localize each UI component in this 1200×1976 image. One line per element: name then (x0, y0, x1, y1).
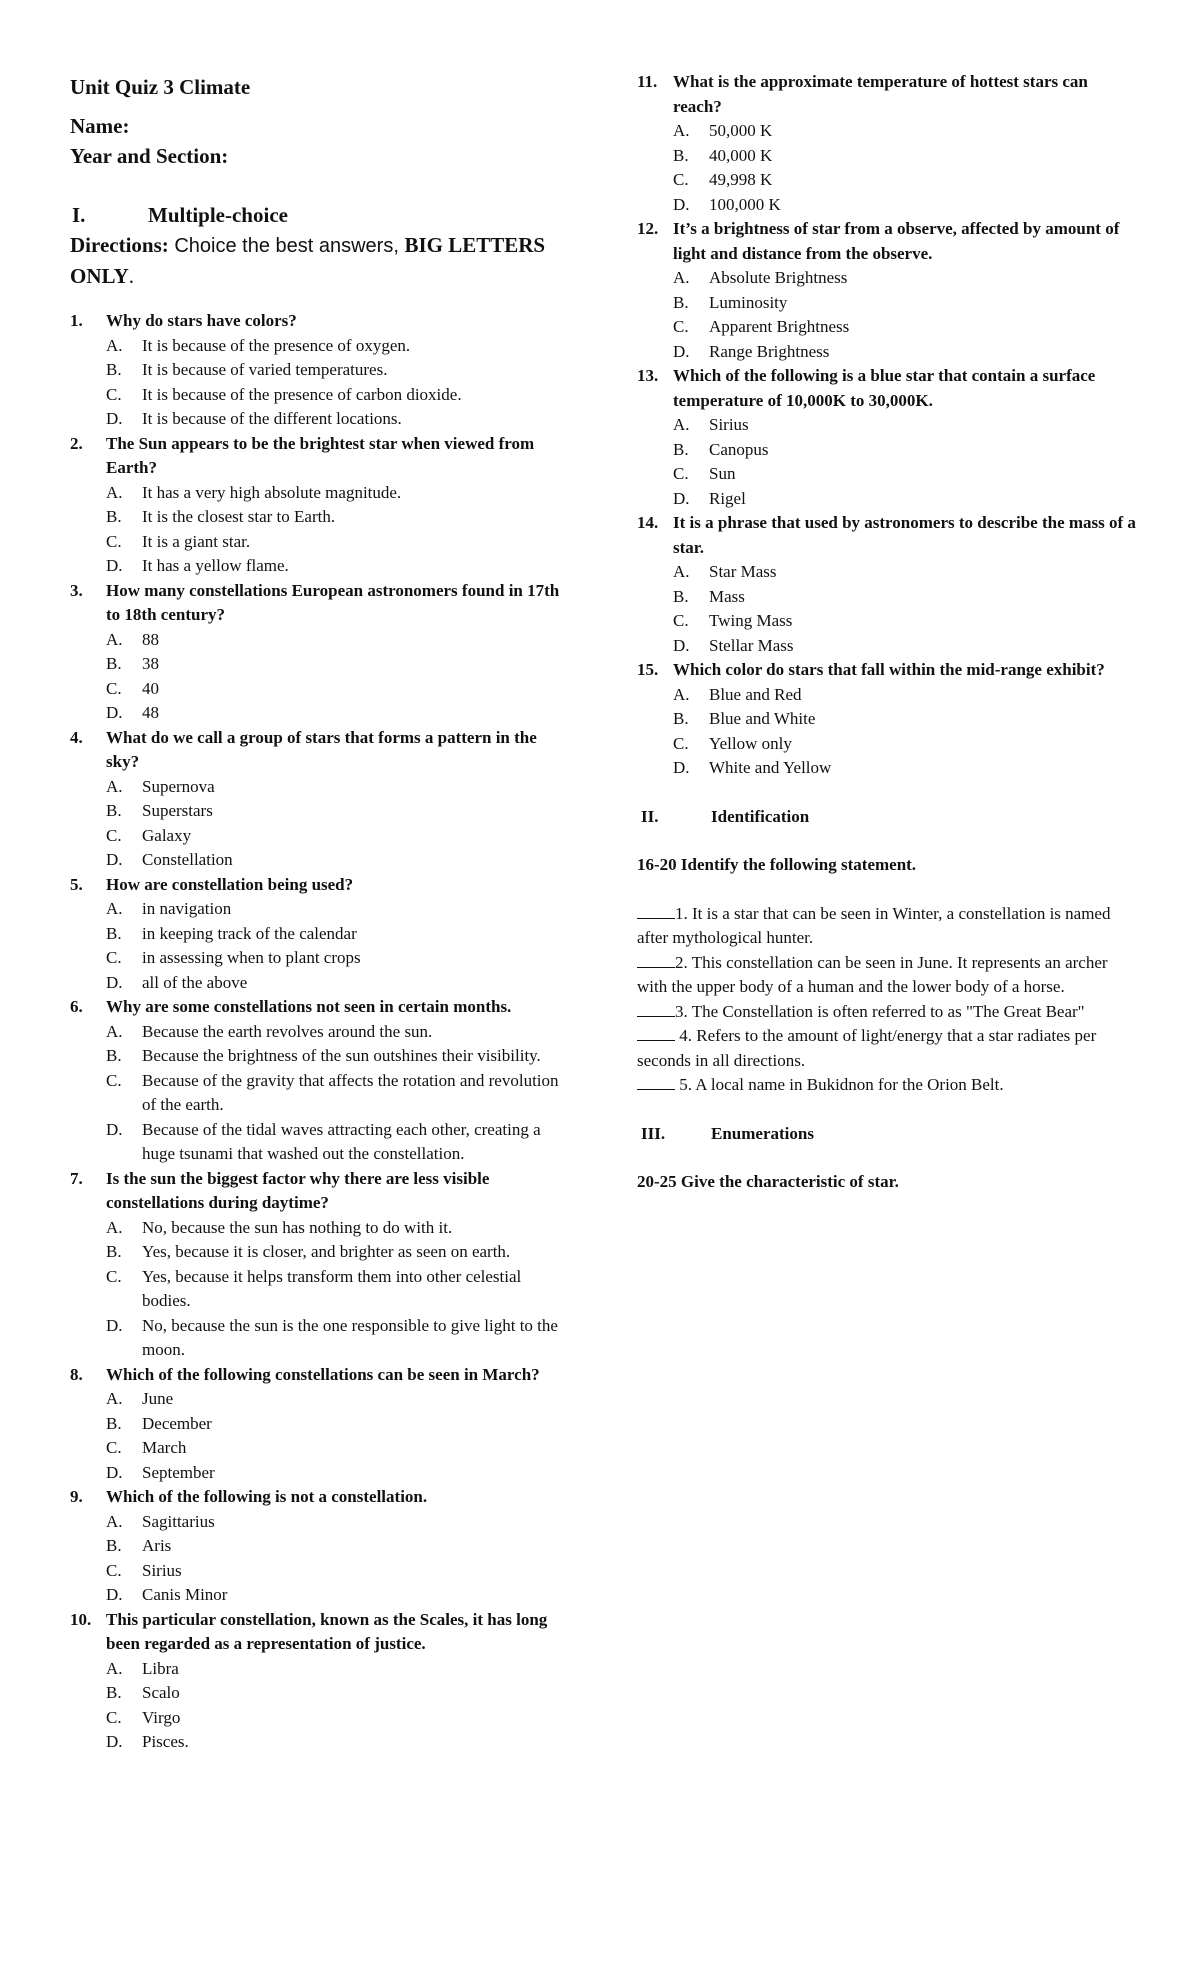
directions-text: Choice the best answers, (168, 235, 405, 257)
question-number: 12. (637, 219, 659, 238)
option-text: White and Yellow (709, 758, 832, 777)
option-letter: D. (106, 1732, 123, 1751)
identification-item (637, 902, 1137, 951)
answer-option (70, 1583, 570, 1608)
question-row (70, 1167, 570, 1216)
answer-option (70, 1706, 570, 1731)
identification-text: 4. Refers to the amount of light/energy that a star radiates per seconds in all directions. (637, 1026, 1097, 1070)
option-text: March (142, 1438, 187, 1457)
identification-list (637, 902, 1137, 1098)
answer-option (637, 193, 1137, 218)
question-text: Is the sun the biggest factor why there are less visible constellations during daytime? (106, 1168, 490, 1212)
question-row (70, 995, 570, 1020)
option-letter: D. (673, 758, 690, 777)
answer-option (70, 1657, 570, 1682)
answer-option (70, 1044, 570, 1069)
option-letter: C. (106, 825, 122, 845)
option-text: Sirius (142, 1560, 182, 1580)
section-3-instruction: 20-25 Give the characteristic of star. (637, 1172, 899, 1191)
quiz-title: Unit Quiz 3 Climate (70, 75, 251, 99)
option-letter: D. (106, 972, 123, 992)
question-number: 9. (70, 1487, 83, 1506)
question-text: This particular constellation, known as the Scales, it has long been regarded as a representation of justice. (106, 1609, 548, 1653)
option-text: Superstars (142, 801, 213, 820)
option-letter: D. (106, 703, 123, 722)
option-text: Yes, because it helps transform them into other celestial bodies. (142, 1266, 522, 1310)
identification-text: 3. The Constellation is often referred to as "The Great Bear" (675, 1001, 1085, 1021)
option-letter: D. (106, 556, 123, 575)
question-item (637, 658, 1137, 781)
question-text: It is a phrase that used by astronomers to describe the mass of a star. (673, 513, 1136, 557)
option-letter: A. (106, 1389, 123, 1408)
option-text: Mass (709, 586, 745, 606)
answer-option (70, 628, 570, 653)
option-text: Constellation (142, 850, 233, 869)
option-letter: D. (673, 635, 690, 655)
answer-option (70, 1436, 570, 1461)
answer-option (70, 407, 570, 432)
answer-option (70, 824, 570, 849)
answer-blank (637, 1075, 675, 1090)
option-letter: A. (106, 1658, 123, 1678)
question-number: 7. (70, 1168, 83, 1188)
identification-text: 1. It is a star that can be seen in Winter, a constellation is named after mythological hunter. (637, 903, 1111, 947)
option-letter: B. (673, 292, 689, 312)
question-item (70, 995, 570, 1167)
question-row (637, 217, 1137, 266)
question-row (70, 726, 570, 775)
section-3-numeral: III. (641, 1123, 666, 1143)
year-section-label: Year and Section: (70, 144, 229, 168)
answer-option (70, 554, 570, 579)
question-text: How are constellation being used? (106, 874, 354, 894)
option-letter: A. (106, 776, 123, 796)
option-text: It is because of varied temperatures. (142, 360, 388, 379)
option-text: Because of the tidal waves attracting each other, creating a huge tsunami that washed out the constellation. (142, 1119, 541, 1163)
answer-option (70, 481, 570, 506)
question-row (70, 579, 570, 628)
question-row (70, 873, 570, 898)
identification-item (637, 1024, 1137, 1073)
question-text: It’s a brightness of star from a observe, affected by amount of light and distance from the observe. (673, 219, 1120, 263)
question-item (70, 726, 570, 873)
question-item (70, 1167, 570, 1363)
option-text: Absolute Brightness (709, 268, 848, 287)
option-letter: D. (673, 194, 690, 214)
answer-option (70, 946, 570, 971)
question-text: Which of the following is a blue star that contain a surface temperature of 10,000K to 30,000K. (673, 366, 1096, 410)
answer-option (70, 971, 570, 996)
answer-option (70, 677, 570, 702)
answer-option (70, 334, 570, 359)
option-letter: A. (673, 562, 690, 581)
identification-text: 5. A local name in Bukidnon for the Orion Belt. (675, 1075, 1004, 1094)
question-row (637, 364, 1137, 413)
section-1-title: Multiple-choice (148, 203, 288, 227)
question-item (70, 309, 570, 432)
answer-option (70, 799, 570, 824)
option-text: Canopus (709, 439, 769, 459)
option-text: No, because the sun has nothing to do with it. (142, 1217, 453, 1237)
option-text: Sirius (709, 415, 749, 434)
question-number: 3. (70, 580, 83, 600)
option-letter: B. (106, 801, 122, 820)
question-row (637, 658, 1137, 683)
answer-option (70, 1387, 570, 1412)
option-letter: D. (673, 341, 690, 361)
option-text: Galaxy (142, 825, 192, 845)
option-text: December (142, 1413, 212, 1433)
question-item (637, 70, 1137, 217)
answer-option (637, 266, 1137, 291)
question-row (70, 432, 570, 481)
question-item (70, 579, 570, 726)
option-letter: C. (106, 1707, 122, 1727)
question-item (70, 873, 570, 996)
directions-emphasis: BIG LETTERS ONLY (70, 233, 546, 288)
option-text: 50,000 K (709, 121, 773, 140)
option-text: 40,000 K (709, 145, 773, 165)
answer-option (637, 560, 1137, 585)
option-letter: A. (106, 482, 123, 502)
option-text: It is a giant star. (142, 531, 251, 551)
option-text: Yellow only (709, 733, 792, 753)
option-text: Because of the gravity that affects the rotation and revolution of the earth. (142, 1070, 559, 1114)
option-text: It is the closest star to Earth. (142, 507, 336, 526)
answer-option (637, 291, 1137, 316)
answer-option (70, 505, 570, 530)
option-text: 100,000 K (709, 194, 781, 214)
option-letter: A. (106, 899, 123, 918)
option-letter: A. (673, 121, 690, 140)
option-letter: D. (106, 1119, 123, 1139)
question-text: What is the approximate temperature of hottest stars can reach? (673, 72, 1088, 116)
answer-option (637, 413, 1137, 438)
answer-option (70, 1240, 570, 1265)
option-text: Blue and White (709, 709, 816, 728)
option-letter: B. (106, 1046, 122, 1065)
option-letter: D. (673, 488, 690, 508)
option-letter: A. (673, 415, 690, 434)
option-text: Libra (142, 1658, 179, 1678)
answer-option (70, 1534, 570, 1559)
question-item (70, 432, 570, 579)
question-row (70, 1608, 570, 1657)
answer-option (70, 922, 570, 947)
answer-option (637, 119, 1137, 144)
option-text: 40 (142, 678, 159, 698)
option-text: Supernova (142, 776, 215, 796)
answer-option (70, 1265, 570, 1314)
answer-option (70, 1559, 570, 1584)
answer-option (70, 1216, 570, 1241)
option-letter: B. (106, 654, 122, 673)
answer-option (70, 848, 570, 873)
option-text: Rigel (709, 488, 746, 508)
section-2-numeral: II. (641, 806, 659, 826)
question-number: 14. (637, 513, 659, 532)
option-text: 88 (142, 629, 159, 649)
option-text: It has a very high absolute magnitude. (142, 482, 402, 502)
option-letter: C. (106, 1266, 122, 1286)
option-text: 49,998 K (709, 170, 773, 189)
option-letter: A. (673, 268, 690, 287)
option-letter: C. (106, 678, 122, 698)
answer-option (70, 358, 570, 383)
section-1-heading (70, 200, 570, 230)
question-number: 1. (70, 311, 83, 330)
answer-option (70, 1020, 570, 1045)
identification-item (637, 1000, 1137, 1025)
option-letter: A. (106, 1217, 123, 1237)
question-item (70, 1485, 570, 1608)
answer-option (70, 775, 570, 800)
question-item (637, 511, 1137, 658)
option-letter: B. (106, 507, 122, 526)
right-column (637, 70, 1137, 1195)
option-text: September (142, 1462, 215, 1482)
answer-option (637, 634, 1137, 659)
answer-option (70, 1069, 570, 1118)
option-letter: B. (106, 1683, 122, 1702)
question-number: 11. (637, 72, 658, 91)
question-row (70, 309, 570, 334)
option-text: Yes, because it is closer, and brighter as seen on earth. (142, 1242, 511, 1261)
answer-blank (637, 1026, 675, 1041)
answer-option (70, 1412, 570, 1437)
answer-option (70, 652, 570, 677)
option-text: Because the earth revolves around the sun. (142, 1021, 433, 1041)
option-text: No, because the sun is the one responsible to give light to the moon. (142, 1315, 558, 1359)
option-text: It is because of the presence of carbon dioxide. (142, 384, 462, 404)
option-text: Virgo (142, 1707, 181, 1727)
question-number: 4. (70, 727, 83, 747)
option-letter: C. (106, 1070, 122, 1090)
option-letter: B. (673, 145, 689, 165)
question-number: 15. (637, 660, 659, 679)
question-item (70, 1608, 570, 1755)
option-letter: C. (106, 384, 122, 404)
answer-option (70, 701, 570, 726)
option-letter: B. (106, 1413, 122, 1433)
question-text: Why are some constellations not seen in certain months. (106, 997, 512, 1016)
left-column (70, 72, 570, 1755)
option-text: Apparent Brightness (709, 317, 850, 336)
answer-option (70, 1730, 570, 1755)
option-text: in keeping track of the calendar (142, 923, 357, 943)
question-number: 10. (70, 1609, 92, 1629)
answer-option (70, 1118, 570, 1167)
option-letter: A. (673, 684, 690, 704)
question-number: 8. (70, 1364, 83, 1384)
option-text: Sun (709, 464, 736, 483)
answer-option (70, 530, 570, 555)
option-letter: D. (106, 1315, 123, 1335)
question-text: Why do stars have colors? (106, 311, 297, 330)
answer-option (637, 683, 1137, 708)
answer-option (637, 707, 1137, 732)
answer-option (637, 168, 1137, 193)
question-number: 5. (70, 874, 83, 894)
option-text: It is because of the presence of oxygen. (142, 335, 411, 355)
answer-blank (637, 953, 675, 968)
option-letter: A. (106, 629, 123, 649)
section-3-title: Enumerations (711, 1123, 814, 1143)
question-text: The Sun appears to be the brightest star when viewed from Earth? (106, 433, 535, 477)
option-letter: B. (106, 360, 122, 379)
identification-text: 2. This constellation can be seen in June. It represents an archer with the upper body of a human and the lower body of a horse. (637, 952, 1108, 996)
option-text: Scalo (142, 1683, 180, 1702)
option-letter: B. (673, 586, 689, 606)
option-letter: D. (106, 409, 123, 428)
option-text: It has a yellow flame. (142, 556, 289, 575)
option-letter: C. (673, 733, 689, 753)
question-text: Which of the following is not a constellation. (106, 1487, 428, 1506)
question-row (637, 70, 1137, 119)
directions-label: Directions: (70, 233, 169, 257)
identification-item (637, 1073, 1137, 1098)
section-2-instruction: 16-20 Identify the following statement. (637, 855, 917, 874)
option-text: all of the above (142, 972, 248, 992)
option-letter: C. (106, 1560, 122, 1580)
answer-option (637, 585, 1137, 610)
option-letter: C. (673, 317, 689, 336)
question-row (70, 1363, 570, 1388)
option-letter: B. (106, 1242, 122, 1261)
answer-option (637, 609, 1137, 634)
option-letter: A. (106, 1511, 123, 1531)
option-text: Canis Minor (142, 1585, 228, 1604)
directions (70, 230, 570, 291)
option-text: Stellar Mass (709, 635, 794, 655)
option-letter: B. (673, 709, 689, 728)
option-letter: C. (106, 1438, 122, 1457)
option-letter: B. (673, 439, 689, 459)
answer-option (637, 756, 1137, 781)
option-letter: A. (106, 1021, 123, 1041)
option-text: June (142, 1389, 174, 1408)
option-letter: A. (106, 335, 123, 355)
answer-option (637, 438, 1137, 463)
option-text: Star Mass (709, 562, 777, 581)
answer-option (70, 383, 570, 408)
option-text: 48 (142, 703, 159, 722)
answer-option (637, 732, 1137, 757)
section-1-numeral: I. (72, 203, 86, 227)
question-text: Which color do stars that fall within the mid-range exhibit? (673, 660, 1105, 679)
option-text: It is because of the different locations. (142, 409, 402, 428)
answer-option (70, 897, 570, 922)
question-text: Which of the following constellations can be seen in March? (106, 1364, 540, 1384)
option-text: Aris (142, 1536, 172, 1555)
question-number: 2. (70, 433, 83, 453)
option-letter: C. (106, 948, 122, 967)
question-item (637, 364, 1137, 511)
directions-end: . (128, 264, 134, 288)
answer-blank (637, 1002, 675, 1017)
option-text: Range Brightness (709, 341, 830, 361)
option-text: Twing Mass (709, 611, 793, 630)
option-text: in assessing when to plant crops (142, 948, 361, 967)
question-number: 13. (637, 366, 659, 385)
option-letter: D. (106, 1462, 123, 1482)
question-text: What do we call a group of stars that forms a pattern in the sky? (106, 727, 537, 771)
option-text: Sagittarius (142, 1511, 215, 1531)
name-label: Name: (70, 114, 130, 138)
section-2-title: Identification (711, 806, 810, 826)
option-letter: C. (106, 531, 122, 551)
question-item (637, 217, 1137, 364)
answer-option (637, 487, 1137, 512)
section-2-heading (637, 805, 1137, 830)
question-row (70, 1485, 570, 1510)
option-letter: D. (106, 1585, 123, 1604)
question-list-left (70, 309, 570, 1755)
option-text: Luminosity (709, 292, 788, 312)
answer-option (70, 1461, 570, 1486)
option-letter: B. (106, 1536, 122, 1555)
answer-option (70, 1681, 570, 1706)
answer-option (70, 1314, 570, 1363)
option-text: 38 (142, 654, 159, 673)
question-list-right (637, 70, 1137, 781)
answer-option (637, 340, 1137, 365)
answer-option (637, 144, 1137, 169)
option-letter: C. (673, 170, 689, 189)
option-text: Because the brightness of the sun outshines their visibility. (142, 1046, 541, 1065)
question-text: How many constellations European astronomers found in 17th to 18th century? (106, 580, 560, 624)
identification-item (637, 951, 1137, 1000)
option-letter: C. (673, 611, 689, 630)
answer-option (637, 315, 1137, 340)
option-letter: B. (106, 923, 122, 943)
option-text: Blue and Red (709, 684, 802, 704)
question-item (70, 1363, 570, 1486)
answer-blank (637, 904, 675, 919)
answer-option (637, 462, 1137, 487)
question-row (637, 511, 1137, 560)
section-3-heading (637, 1122, 1137, 1147)
option-letter: D. (106, 850, 123, 869)
option-text: Pisces. (142, 1732, 189, 1751)
question-number: 6. (70, 997, 83, 1016)
option-letter: C. (673, 464, 689, 483)
option-text: in navigation (142, 899, 232, 918)
answer-option (70, 1510, 570, 1535)
